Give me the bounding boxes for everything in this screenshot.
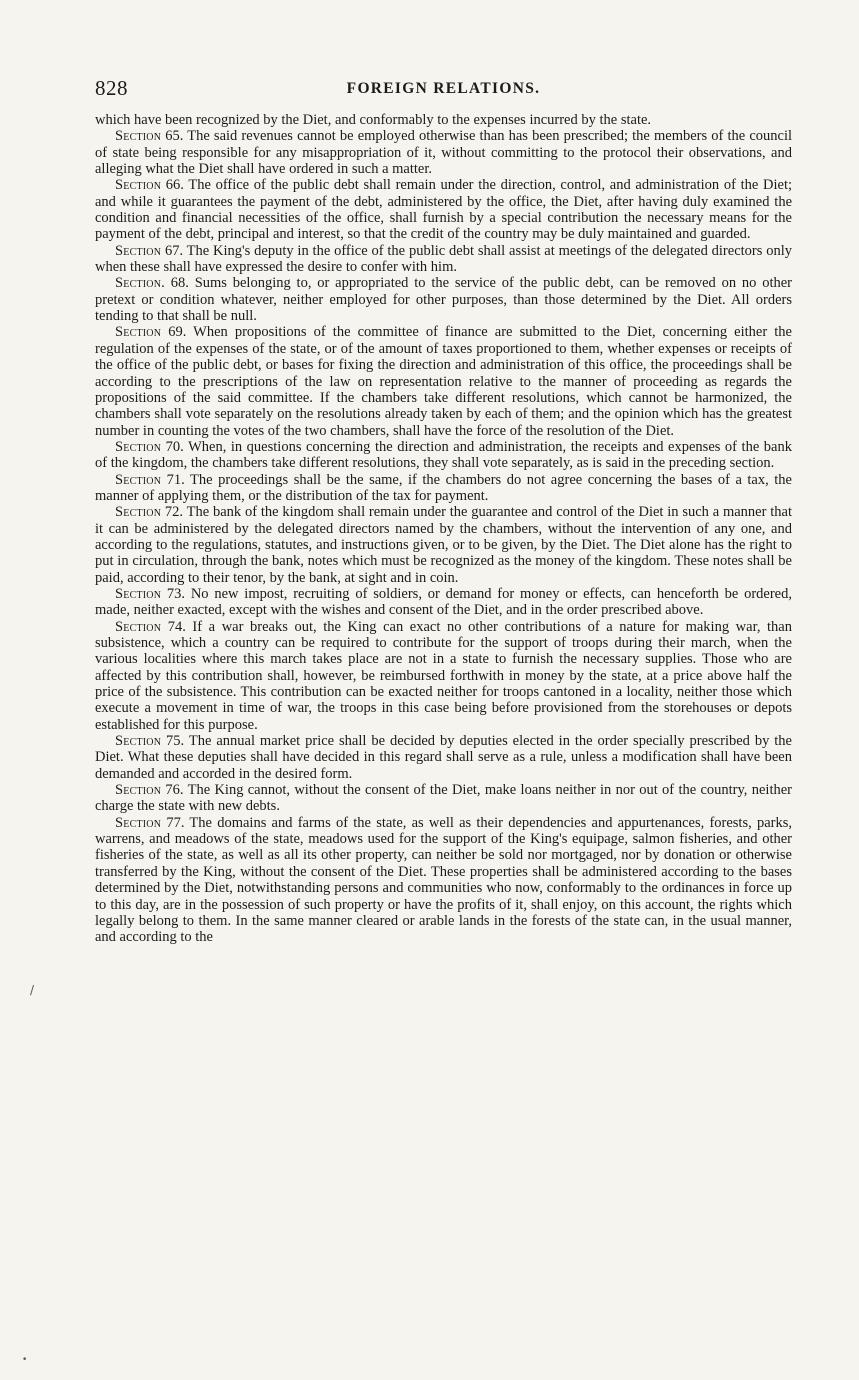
section-74-paragraph [95, 619, 792, 733]
section-66-paragraph [95, 177, 792, 242]
paragraph-text: 77. The domains and farms of the state, as well as their dependencies and appurtenances, forests, parks, warrens, and meadows of the state, meadows used for the support of the King's equipage, salmon fisheries, and other fisheries of the state, as well as all its other property, can neither be sold nor mortgaged, nor by donation or otherwise transferred by the King, without the consent of the Diet. These properties shall be administered according to the bases determined by the Diet, notwithstanding persons and communities who now, conformably to the ordinances in force up to this day, are in the possession of such property or have the profits of it, shall enjoy, on this account, the rights which legally belong to them. In the same manner cleared or arable lands in the forests of the state can, in the usual manner, and according to the [95, 814, 792, 946]
section-label: Section [115, 177, 162, 194]
paragraph-text: 70. When, in questions concerning the direction and administration, the receipts and expenses of the bank of the kingdom, the chambers take different resolutions, they shall vote separately, as is said in the preceding section. [95, 438, 792, 472]
section-77-paragraph [95, 815, 792, 946]
section-69-paragraph [95, 324, 792, 438]
section-label: Section [115, 782, 162, 799]
section-label: Section [115, 585, 162, 602]
section-label: Section. [115, 275, 165, 292]
paragraph-text: 65. The said revenues cannot be employed otherwise than has been prescribed; the members of the council of state being responsible for any misappropriation of it, without committing to the protocol their observations, and alleging what the Diet shall have ordered in such a matter. [95, 128, 792, 178]
paragraph-text: 69. When propositions of the committee of finance are submitted to the Diet, concerning either the regulation of the expenses of the state, or of the amount of taxes proportioned to them, whether expenses or receipts of the office of the public debt, or bases for fixing the direction and administration of this office, the proceedings shall be according to the prescriptions of the law on representation relative to the manner of proceeding as regards the propositions of the said committee. If the chambers take different resolutions, which cannot be harmonized, the chambers shall vote separately on the resolutions already taken by each of them; and the opinion which has the greatest number in counting the votes of the two chambers, shall have the force of the resolution of the Diet. [95, 324, 792, 439]
section-67-paragraph [95, 243, 792, 276]
paragraph-text: 71. The proceedings shall be the same, if the chambers do not agree concerning the bases of a tax, the manner of applying them, or the distribution of the tax for payment. [95, 471, 792, 504]
section-label: Section [115, 733, 162, 750]
section-label: Section [115, 618, 162, 635]
section-68-paragraph [95, 275, 792, 324]
document-page [95, 76, 792, 946]
section-label: Section [115, 814, 162, 831]
page-header [95, 76, 792, 104]
section-75-paragraph [95, 733, 792, 782]
margin-dot-mark: • [22, 1355, 28, 1365]
paragraph-text: 76. The King cannot, without the consent of the Diet, make loans neither in nor out of the country, neither charge the state with new debts. [95, 782, 792, 815]
section-72-paragraph [95, 504, 792, 586]
section-65-paragraph [95, 128, 792, 177]
paragraph-text: 73. No new impost, recruiting of soldiers, or demand for money or effects, can henceforth be ordered, made, neither exacted, except with the wishes and consent of the Diet, and in the order prescribed above. [95, 585, 792, 619]
paragraph-text: 74. If a war breaks out, the King can exact no other contributions of a nature for making war, than subsistence, which a country can be required to contribute for the support of troops during their march, when the various localities where this march takes place are not in a state to furnish the necessary supplies. Those who are affected by this contribution shall, however, be reimbursed forthwith in money by the state, at a price above half the price of the subsistence. This contribution can be exacted neither for troops cantoned in a locality, neither those which execute a movement in time of war, the troops in this case being before provisioned from the storehouses or depots established for this purpose. [95, 618, 792, 733]
margin-stroke-mark: / [30, 983, 35, 997]
section-71-paragraph [95, 472, 792, 505]
section-73-paragraph [95, 586, 792, 619]
section-label: Section [115, 242, 162, 259]
paragraph-text: 75. The annual market price shall be decided by deputies elected in the order specially prescribed by the Diet. What these deputies shall have decided in this regard shall serve as a rule, unless a modification shall have been demanded and accorded in the desired form. [95, 733, 792, 782]
section-label: Section [115, 128, 162, 145]
section-label: Section [115, 471, 162, 488]
paragraph-text: 72. The bank of the kingdom shall remain under the guarantee and control of the Diet in such a manner that it can be administered by the delegated directors named by the chambers, without the intervention of any one, and according to the regulations, statutes, and instructions given, or to be given, by the Diet. The Diet alone has the right to put in circulation, through the bank, notes which must be recognized as the money of the kingdom. These notes shall be paid, according to their tenor, by the bank, at sight and in coin. [95, 504, 792, 586]
section-label: Section [115, 438, 162, 455]
section-76-paragraph [95, 782, 792, 815]
section-label: Section [115, 324, 162, 341]
paragraph-text: 67. The King's deputy in the office of the public debt shall assist at meetings of the delegated directors only when these shall have expressed the desire to confer with him. [95, 242, 792, 276]
section-70-paragraph [95, 439, 792, 472]
section-label: Section [115, 504, 162, 521]
paragraph-text: 68. Sums belonging to, or appropriated to the service of the public debt, can be removed on no other pretext or condition whatever, neither employed for other purposes, than those determined by the Diet. All orders tending to that shall be null. [95, 275, 792, 325]
body-text [95, 112, 792, 946]
paragraph-continuation [95, 112, 792, 128]
paragraph-text: which have been recognized by the Diet, and conformably to the expenses incurred by the state. [95, 112, 652, 128]
running-head: FOREIGN RELATIONS. [346, 80, 541, 97]
paragraph-text: 66. The office of the public debt shall remain under the direction, control, and administration of the Diet; and while it guarantees the payment of the debt, administered by the office, the Diet, after having duly examined the condition and financial necessities of the office, shall furnish by a special contribution the necessary means for the payment of the debt, principal and interest, so that the credit of the country may be duly maintained and guarded. [95, 177, 792, 243]
page-number: 828 [95, 76, 128, 100]
